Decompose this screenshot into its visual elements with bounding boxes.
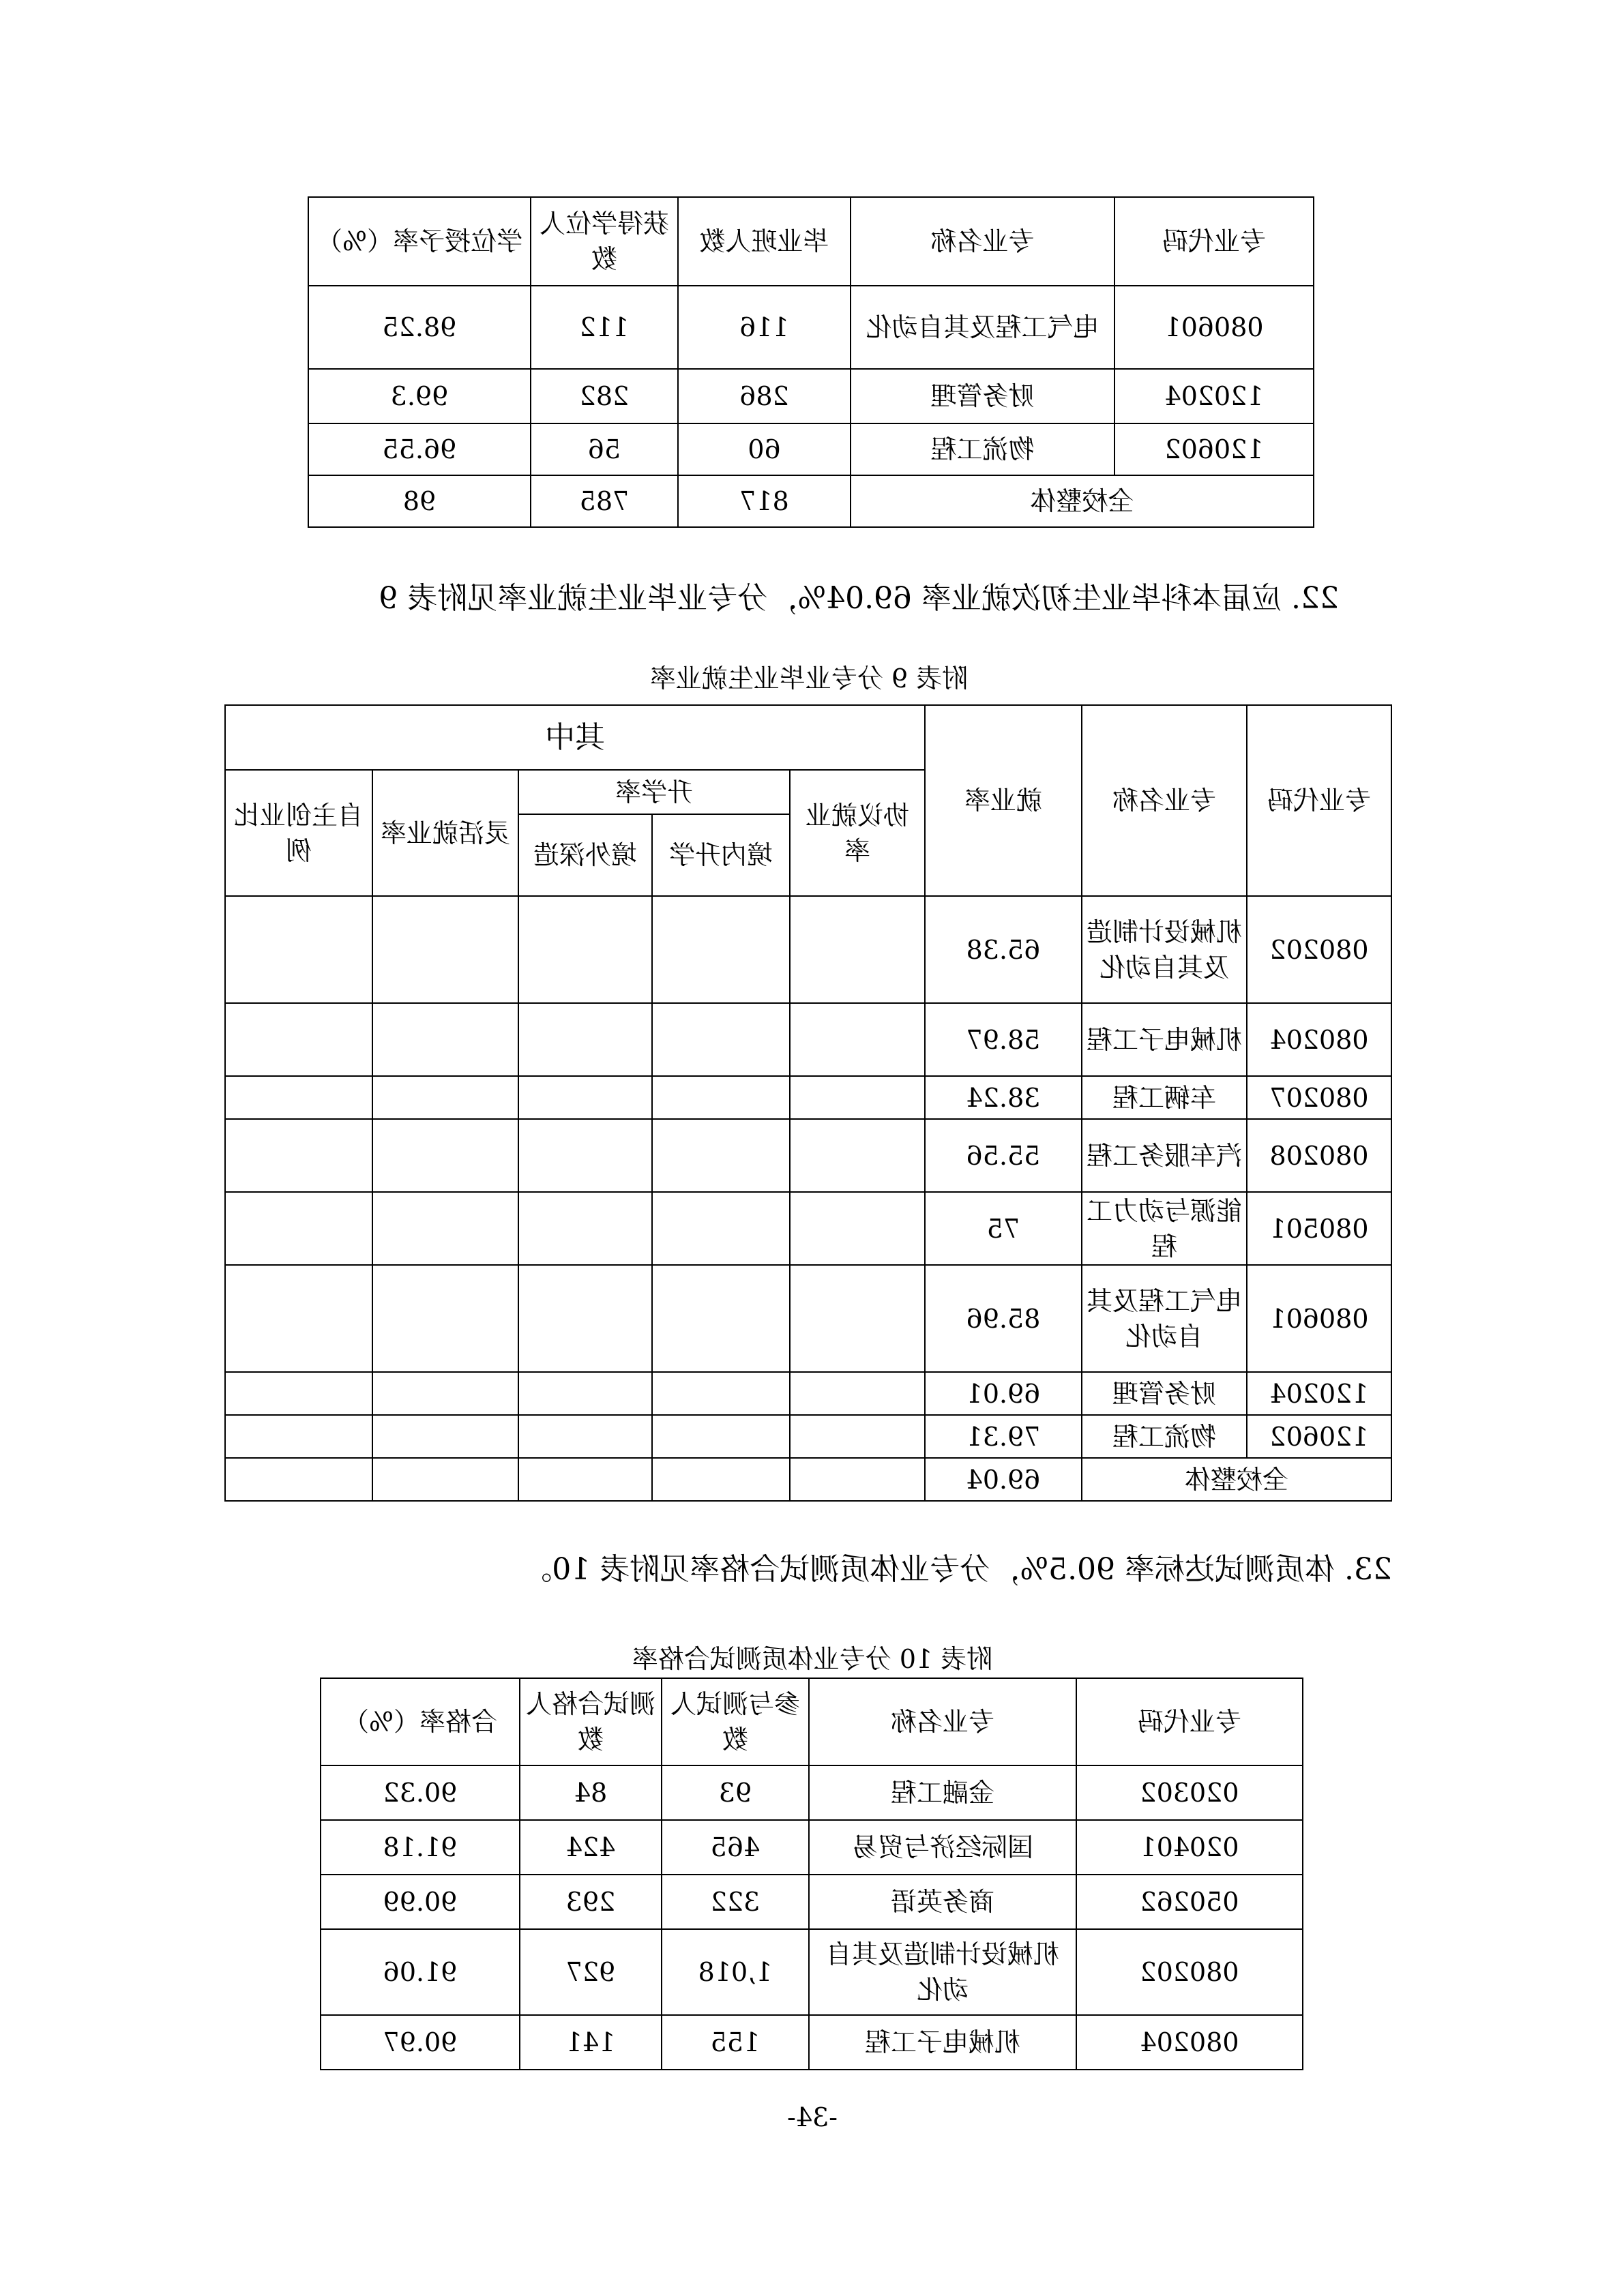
cell-empty [518, 896, 652, 1003]
header-participants: 参与测试人数 [662, 1678, 809, 1765]
table-row [308, 286, 1314, 369]
cell-empty [518, 1076, 652, 1119]
header-flexible: 灵活就业率 [372, 770, 518, 896]
employment-rate-table [224, 704, 1392, 1502]
cell-code: 080601 [1114, 286, 1314, 369]
cell-passed: 293 [520, 1875, 662, 1929]
cell-empty [790, 1076, 925, 1119]
cell-empty [372, 896, 518, 1003]
cell-passed: 424 [520, 1820, 662, 1875]
paragraph-23: 23. 体质测试达标率 90.5%，分专业体质测试合格率见附表 10。 [522, 1552, 1392, 1587]
cell-code: 050262 [1076, 1875, 1303, 1929]
cell-rate: 85.96 [925, 1265, 1082, 1372]
cell-rate: 98.25 [308, 286, 531, 369]
table-row [225, 1003, 1391, 1076]
cell-empty [652, 1265, 790, 1372]
header-degrees: 获得学位人数 [531, 197, 678, 286]
cell-empty [518, 1192, 652, 1265]
table-row [321, 1820, 1303, 1875]
cell-empty [790, 1265, 925, 1372]
cell-code: 020302 [1076, 1765, 1303, 1820]
cell-name: 电气工程及其自动化 [1082, 1265, 1247, 1372]
table-row [321, 2015, 1303, 2070]
cell-rate: 55.56 [925, 1119, 1082, 1192]
cell-name: 商务英语 [809, 1875, 1076, 1929]
table-row [225, 1415, 1391, 1458]
cell-empty [518, 1415, 652, 1458]
cell-empty [225, 896, 372, 1003]
cell-degrees: 56 [531, 423, 678, 475]
table-header-row [308, 197, 1314, 286]
total-rate: 98 [308, 475, 531, 527]
table-row [225, 1076, 1391, 1119]
cell-empty [372, 1265, 518, 1372]
cell-name: 金融工程 [809, 1765, 1076, 1820]
cell-empty [652, 1458, 790, 1501]
cell-code: 120204 [1114, 369, 1314, 423]
table-header-row [225, 705, 1391, 770]
cell-empty [652, 1076, 790, 1119]
cell-graduates: 60 [678, 423, 851, 475]
header-abroad: 境外深造 [518, 814, 652, 896]
header-name: 专业名称 [809, 1678, 1076, 1765]
cell-code: 120602 [1247, 1415, 1391, 1458]
header-name: 专业名称 [1082, 705, 1247, 896]
cell-rate: 91.18 [321, 1820, 520, 1875]
cell-passed: 141 [520, 2015, 662, 2070]
cell-empty [372, 1192, 518, 1265]
cell-participants: 465 [662, 1820, 809, 1875]
cell-passed: 927 [520, 1929, 662, 2015]
table-row [308, 423, 1314, 475]
cell-participants: 322 [662, 1875, 809, 1929]
cell-passed: 84 [520, 1765, 662, 1820]
cell-empty [372, 1458, 518, 1501]
table10-caption: 附表 10 分专业体质测试合格率 [632, 1644, 993, 1674]
table-header-row [321, 1678, 1303, 1765]
cell-empty [652, 896, 790, 1003]
cell-graduates: 116 [678, 286, 851, 369]
cell-participants: 93 [662, 1765, 809, 1820]
cell-empty [225, 1415, 372, 1458]
cell-empty [372, 1415, 518, 1458]
table-row [321, 1875, 1303, 1929]
paragraph-22: 22. 应届本科毕业生初次就业率 69.04%，分专业毕业生就业率见附表 9 [379, 581, 1339, 616]
cell-empty [790, 1003, 925, 1076]
header-code: 专业代码 [1114, 197, 1314, 286]
cell-rate: 90.32 [321, 1765, 520, 1820]
header-breakdown-group: 其中 [225, 705, 925, 770]
cell-empty [652, 1119, 790, 1192]
table-total-row [225, 1458, 1391, 1501]
total-rate: 69.04 [925, 1458, 1082, 1501]
header-self-employed: 自主创业比例 [225, 770, 372, 896]
total-graduates: 817 [678, 475, 851, 527]
cell-empty [652, 1372, 790, 1415]
cell-name: 车辆工程 [1082, 1076, 1247, 1119]
cell-graduates: 286 [678, 369, 851, 423]
header-passed: 测试合格人数 [520, 1678, 662, 1765]
degree-rate-table [308, 196, 1314, 528]
cell-code: 080204 [1247, 1003, 1391, 1076]
header-name: 专业名称 [851, 197, 1114, 286]
cell-empty [790, 1372, 925, 1415]
cell-empty [790, 1458, 925, 1501]
cell-empty [652, 1415, 790, 1458]
cell-empty [790, 1415, 925, 1458]
cell-rate: 96.55 [308, 423, 531, 475]
cell-code: 120204 [1247, 1372, 1391, 1415]
cell-name: 国际经济与贸易 [809, 1820, 1076, 1875]
cell-rate: 90.97 [321, 2015, 520, 2070]
cell-name: 物流工程 [1082, 1415, 1247, 1458]
cell-rate: 90.99 [321, 1875, 520, 1929]
cell-empty [225, 1192, 372, 1265]
cell-code: 080501 [1247, 1192, 1391, 1265]
header-degree-rate: 学位授予率（%） [308, 197, 531, 286]
cell-name: 机械电子工程 [1082, 1003, 1247, 1076]
header-pass-rate: 合格率（%） [321, 1678, 520, 1765]
fitness-pass-rate-table [320, 1678, 1303, 2070]
cell-empty [518, 1119, 652, 1192]
header-rate: 就业率 [925, 705, 1082, 896]
cell-name: 物流工程 [851, 423, 1114, 475]
cell-rate: 79.31 [925, 1415, 1082, 1458]
header-code: 专业代码 [1076, 1678, 1303, 1765]
cell-rate: 38.24 [925, 1076, 1082, 1119]
cell-empty [518, 1003, 652, 1076]
page-number: -34- [786, 2102, 838, 2132]
table-total-row [308, 475, 1314, 527]
cell-name: 电气工程及其自动化 [851, 286, 1114, 369]
cell-code: 080208 [1247, 1119, 1391, 1192]
table-row [225, 1372, 1391, 1415]
header-further-study: 升学率 [518, 770, 790, 814]
cell-code: 080204 [1076, 2015, 1303, 2070]
cell-empty [372, 1119, 518, 1192]
table-row [225, 1192, 1391, 1265]
cell-empty [225, 1076, 372, 1119]
cell-code: 080207 [1247, 1076, 1391, 1119]
cell-empty [372, 1003, 518, 1076]
table9-caption: 附表 9 分专业毕业生就业率 [649, 664, 969, 694]
cell-name: 机械设计制造及其自动化 [1082, 896, 1247, 1003]
total-degrees: 785 [531, 475, 678, 527]
cell-participants: 1,018 [662, 1929, 809, 2015]
cell-empty [225, 1119, 372, 1192]
cell-rate: 91.06 [321, 1929, 520, 2015]
cell-code: 020401 [1076, 1820, 1303, 1875]
cell-code: 120602 [1114, 423, 1314, 475]
cell-empty [652, 1003, 790, 1076]
table-row [321, 1765, 1303, 1820]
table-row [308, 369, 1314, 423]
cell-empty [518, 1265, 652, 1372]
cell-name: 财务管理 [851, 369, 1114, 423]
total-label: 全校整体 [851, 475, 1314, 527]
cell-empty [225, 1003, 372, 1076]
total-label: 全校整体 [1082, 1458, 1391, 1501]
cell-empty [372, 1076, 518, 1119]
cell-name: 机械设计制造及其自动化 [809, 1929, 1076, 2015]
cell-name: 机械电子工程 [809, 2015, 1076, 2070]
cell-code: 080202 [1076, 1929, 1303, 2015]
cell-degrees: 282 [531, 369, 678, 423]
table-row [225, 1119, 1391, 1192]
header-graduates: 毕业班人数 [678, 197, 851, 286]
table-row [225, 896, 1391, 1003]
table-row [225, 1265, 1391, 1372]
cell-rate: 58.97 [925, 1003, 1082, 1076]
cell-empty [518, 1458, 652, 1501]
cell-name: 汽车服务工程 [1082, 1119, 1247, 1192]
cell-rate: 99.3 [308, 369, 531, 423]
cell-empty [225, 1458, 372, 1501]
cell-empty [790, 896, 925, 1003]
cell-degrees: 112 [531, 286, 678, 369]
cell-rate: 75 [925, 1192, 1082, 1265]
header-domestic: 境内升学 [652, 814, 790, 896]
cell-empty [225, 1265, 372, 1372]
header-code: 专业代码 [1247, 705, 1391, 896]
table-row [321, 1929, 1303, 2015]
cell-rate: 65.38 [925, 896, 1082, 1003]
cell-code: 080601 [1247, 1265, 1391, 1372]
cell-empty [372, 1372, 518, 1415]
header-agreement: 协议就业率 [790, 770, 925, 896]
cell-participants: 155 [662, 2015, 809, 2070]
cell-empty [790, 1192, 925, 1265]
cell-empty [518, 1372, 652, 1415]
cell-rate: 69.01 [925, 1372, 1082, 1415]
cell-empty [652, 1192, 790, 1265]
cell-empty [790, 1119, 925, 1192]
cell-empty [225, 1372, 372, 1415]
cell-code: 080202 [1247, 896, 1391, 1003]
cell-name: 能源与动力工程 [1082, 1192, 1247, 1265]
cell-name: 财务管理 [1082, 1372, 1247, 1415]
